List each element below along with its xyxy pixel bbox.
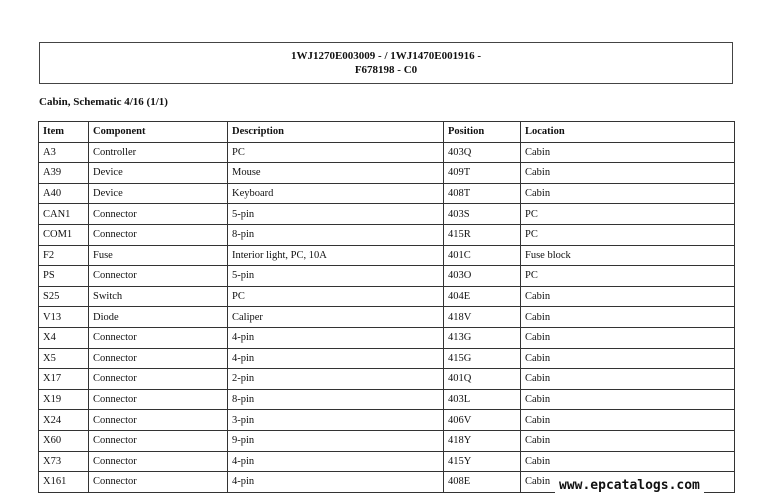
- cell-item: X17: [39, 369, 89, 390]
- cell-item: X5: [39, 348, 89, 369]
- table-row: [39, 451, 735, 472]
- document-header: [39, 42, 733, 84]
- cell-description: 4-pin: [228, 451, 444, 472]
- cell-position: 403L: [444, 389, 521, 410]
- cell-component: Device: [89, 163, 228, 184]
- cell-location: PC: [521, 224, 735, 245]
- cell-item: A40: [39, 183, 89, 204]
- cell-item: X19: [39, 389, 89, 410]
- cell-location: Cabin: [521, 163, 735, 184]
- cell-component: Connector: [89, 204, 228, 225]
- table-row: [39, 183, 735, 204]
- table-row: [39, 369, 735, 390]
- cell-component: Connector: [89, 224, 228, 245]
- column-header-component: Component: [89, 122, 228, 143]
- cell-location: Cabin: [521, 327, 735, 348]
- cell-component: Connector: [89, 430, 228, 451]
- cell-description: 8-pin: [228, 389, 444, 410]
- table-row: [39, 163, 735, 184]
- cell-location: Cabin: [521, 369, 735, 390]
- column-header-description: Description: [228, 122, 444, 143]
- components-table: [38, 121, 735, 493]
- watermark-text: www.epcatalogs.com: [555, 478, 704, 497]
- cell-item: F2: [39, 245, 89, 266]
- cell-location: Cabin: [521, 286, 735, 307]
- cell-item: A39: [39, 163, 89, 184]
- cell-position: 406V: [444, 410, 521, 431]
- table-row: [39, 286, 735, 307]
- cell-description: 5-pin: [228, 266, 444, 287]
- cell-position: 401C: [444, 245, 521, 266]
- cell-item: X73: [39, 451, 89, 472]
- column-header-location: Location: [521, 122, 735, 143]
- cell-position: 418Y: [444, 430, 521, 451]
- table-row: [39, 389, 735, 410]
- table-body: [39, 142, 735, 492]
- cell-description: Mouse: [228, 163, 444, 184]
- cell-item: X60: [39, 430, 89, 451]
- cell-component: Controller: [89, 142, 228, 163]
- cell-component: Connector: [89, 472, 228, 493]
- cell-item: X24: [39, 410, 89, 431]
- cell-description: Keyboard: [228, 183, 444, 204]
- cell-location: PC: [521, 266, 735, 287]
- cell-component: Diode: [89, 307, 228, 328]
- cell-component: Switch: [89, 286, 228, 307]
- section-title: Cabin, Schematic 4/16 (1/1): [39, 96, 168, 108]
- cell-component: Connector: [89, 348, 228, 369]
- cell-component: Connector: [89, 410, 228, 431]
- cell-item: PS: [39, 266, 89, 287]
- table-row: [39, 245, 735, 266]
- cell-item: X161: [39, 472, 89, 493]
- cell-position: 403S: [444, 204, 521, 225]
- table-row: [39, 142, 735, 163]
- cell-location: Cabin: [521, 472, 735, 493]
- cell-position: 404E: [444, 286, 521, 307]
- cell-component: Connector: [89, 389, 228, 410]
- cell-description: 4-pin: [228, 472, 444, 493]
- cell-item: X4: [39, 327, 89, 348]
- cell-item: V13: [39, 307, 89, 328]
- cell-description: 3-pin: [228, 410, 444, 431]
- table-row: [39, 327, 735, 348]
- cell-component: Device: [89, 183, 228, 204]
- header-part-number: F678198 - C0: [354, 64, 418, 76]
- cell-component: Connector: [89, 451, 228, 472]
- cell-location: Fuse block: [521, 245, 735, 266]
- table-row: [39, 224, 735, 245]
- cell-position: 418V: [444, 307, 521, 328]
- cell-location: Cabin: [521, 348, 735, 369]
- cell-location: Cabin: [521, 183, 735, 204]
- cell-location: Cabin: [521, 430, 735, 451]
- cell-location: PC: [521, 204, 735, 225]
- cell-location: Cabin: [521, 389, 735, 410]
- cell-description: Caliper: [228, 307, 444, 328]
- cell-description: Interior light, PC, 10A: [228, 245, 444, 266]
- cell-description: 8-pin: [228, 224, 444, 245]
- cell-position: 408E: [444, 472, 521, 493]
- table-row: [39, 430, 735, 451]
- column-header-item: Item: [39, 122, 89, 143]
- cell-location: Cabin: [521, 307, 735, 328]
- cell-item: S25: [39, 286, 89, 307]
- column-header-position: Position: [444, 122, 521, 143]
- cell-component: Fuse: [89, 245, 228, 266]
- cell-position: 415R: [444, 224, 521, 245]
- cell-description: 2-pin: [228, 369, 444, 390]
- cell-location: Cabin: [521, 142, 735, 163]
- cell-location: Cabin: [521, 410, 735, 431]
- cell-item: A3: [39, 142, 89, 163]
- cell-description: 4-pin: [228, 327, 444, 348]
- table-row: [39, 266, 735, 287]
- cell-component: Connector: [89, 266, 228, 287]
- cell-position: 409T: [444, 163, 521, 184]
- table-row: [39, 204, 735, 225]
- cell-description: PC: [228, 142, 444, 163]
- cell-component: Connector: [89, 327, 228, 348]
- table-header-row: [39, 122, 735, 143]
- cell-position: 403Q: [444, 142, 521, 163]
- table-row: [39, 410, 735, 431]
- cell-item: CAN1: [39, 204, 89, 225]
- cell-position: 415G: [444, 348, 521, 369]
- cell-position: 408T: [444, 183, 521, 204]
- cell-description: 4-pin: [228, 348, 444, 369]
- cell-position: 401Q: [444, 369, 521, 390]
- cell-position: 403O: [444, 266, 521, 287]
- cell-description: 9-pin: [228, 430, 444, 451]
- cell-position: 413G: [444, 327, 521, 348]
- cell-component: Connector: [89, 369, 228, 390]
- table-row: [39, 307, 735, 328]
- header-serial-range: 1WJ1270E003009 - / 1WJ1470E001916 -: [290, 50, 482, 62]
- cell-item: COM1: [39, 224, 89, 245]
- cell-position: 415Y: [444, 451, 521, 472]
- cell-location: Cabin: [521, 451, 735, 472]
- cell-description: 5-pin: [228, 204, 444, 225]
- cell-description: PC: [228, 286, 444, 307]
- table-row: [39, 348, 735, 369]
